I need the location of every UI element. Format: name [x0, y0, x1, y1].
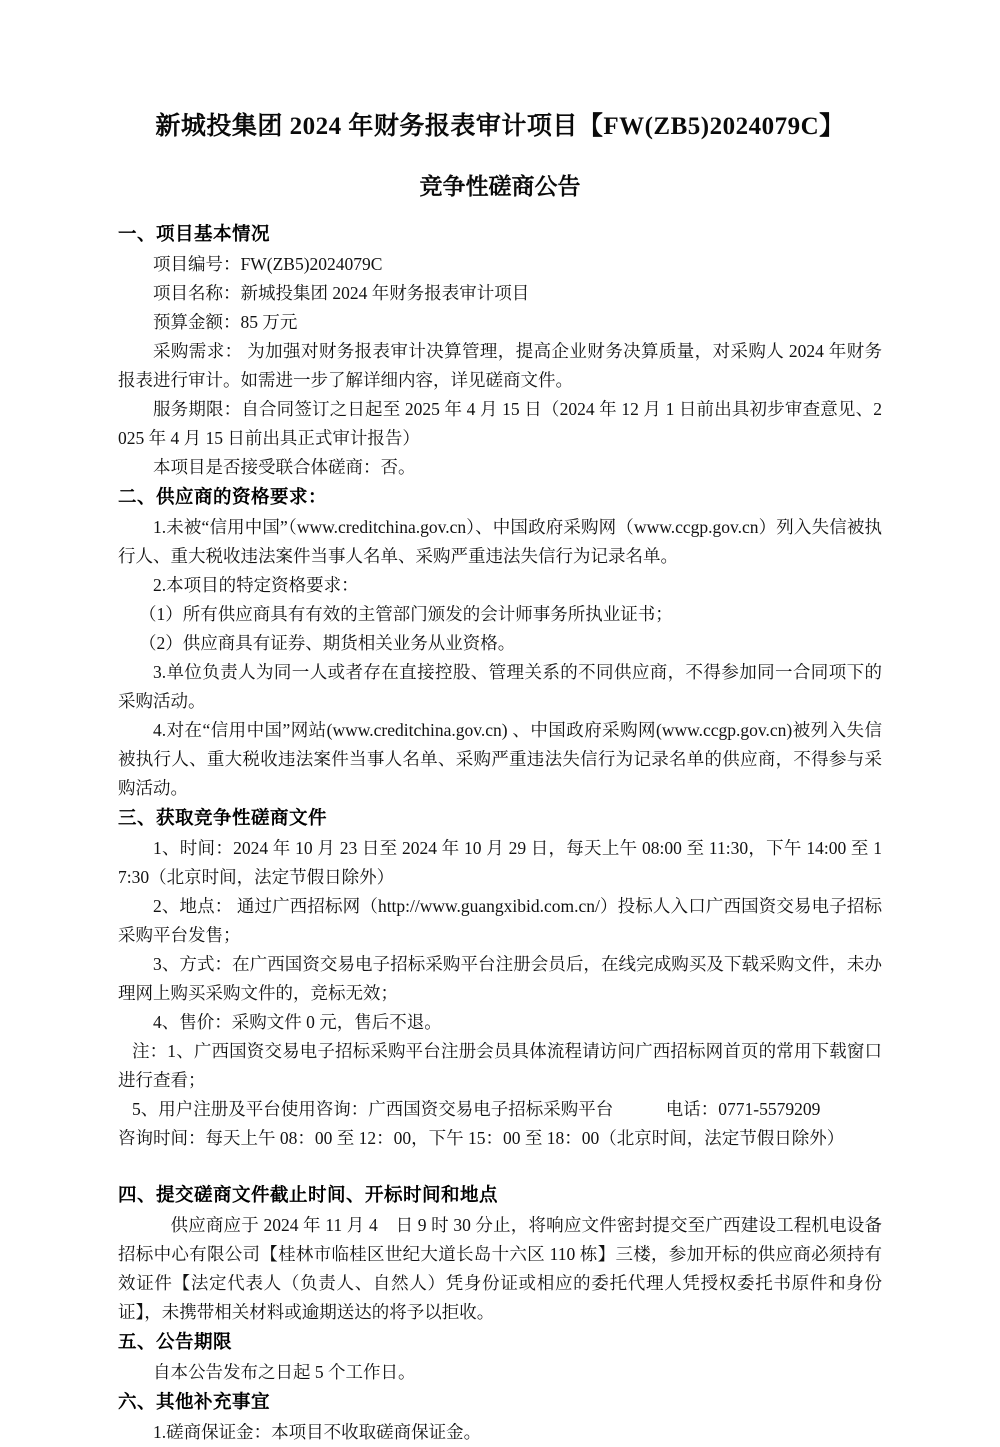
section-heading: 一、项目基本情况	[118, 224, 271, 245]
section-heading: 五、公告期限	[118, 1332, 233, 1353]
section-project-basic-info	[118, 219, 882, 482]
paragraph-location: 2、地点： 通过广西招标网（http://www.guangxibid.com.cn/）投标人入口广西国资交易电子招标采购平台发售；	[118, 896, 882, 945]
paragraph-announcement-period: 自本公告发布之日起 5 个工作日。	[153, 1362, 416, 1382]
paragraph-service-period: 服务期限：自合同签订之日起至 2025 年 4 月 15 日（2024 年 12 月 1 日前出具初步审查意见、2025 年 4 月 15 日前出具正式审计报告）	[118, 399, 882, 448]
section-announcement-period	[118, 1327, 882, 1387]
section-other-matters	[118, 1387, 882, 1447]
paragraph-budget: 预算金额：85 万元	[153, 312, 298, 332]
section-heading: 六、其他补充事宜	[118, 1392, 271, 1413]
paragraph-qualification-3: 3.单位负责人为同一人或者存在直接控股、管理关系的不同供应商，不得参加同一合同项下的采购活动。	[118, 662, 882, 711]
paragraph-qualification-2: 2.本项目的特定资格要求：	[153, 575, 359, 595]
paragraph-consult-time: 咨询时间：每天上午 08：00 至 12：00，下午 15：00 至 18：00（北京时间，法定节假日除外）	[118, 1128, 845, 1148]
paragraph-consortium: 本项目是否接受联合体磋商：否。	[153, 457, 416, 477]
paragraph-project-number: 项目编号：FW(ZB5)2024079C	[153, 254, 383, 274]
paragraph-procurement-demand: 采购需求： 为加强对财务报表审计决算管理，提高企业财务决算质量，对采购人 2024 年财务报表进行审计。如需进一步了解详细内容，详见磋商文件。	[118, 341, 882, 390]
document-subtitle: 竞争性磋商公告	[419, 174, 581, 199]
paragraph-registration-consult: 5、用户注册及平台使用咨询：广西国资交易电子招标采购平台 电话：0771-5579209	[132, 1099, 821, 1119]
paragraph-note: 注：1、广西国资交易电子招标采购平台注册会员具体流程请访问广西招标网首页的常用下载窗口进行查看；	[118, 1041, 882, 1090]
section-heading: 三、获取竞争性磋商文件	[118, 808, 328, 829]
paragraph-price: 4、售价：采购文件 0 元，售后不退。	[153, 1012, 442, 1032]
paragraph-qualification-4: 4.对在“信用中国”网站(www.creditchina.gov.cn) 、中国政府采购网(www.ccgp.gov.cn)被列入失信被执行人、重大税收违法案件当事人名单、采购严重违法失信行为记录名单的供应商，不得参与采购活动。	[118, 720, 882, 798]
paragraph-submission-details: 供应商应于 2024 年 11 月 4 日 9 时 30 分止，将响应文件密封提交至广西建设工程机电设备招标中心有限公司【桂林市临桂区世纪大道长岛十六区 110 栋】三楼，参加开标的供应商必须持有效证件【法定代表人（负责人、自然人）凭身份证或相应的委托代理人凭授权委托书原件和身份证】，未携带相关材料或逾期送达的将予以拒收。	[118, 1215, 882, 1322]
paragraph-qualification-2-2: （2）供应商具有证券、期货相关业务从业资格。	[139, 633, 516, 653]
paragraph-deposit: 1.磋商保证金：本项目不收取磋商保证金。	[153, 1422, 482, 1442]
document-title: 新城投集团 2024 年财务报表审计项目【FW(ZB5)2024079C】	[155, 113, 845, 140]
paragraph-project-name: 项目名称：新城投集团 2024 年财务报表审计项目	[153, 283, 530, 303]
section-heading: 四、提交磋商文件截止时间、开标时间和地点	[118, 1185, 499, 1206]
paragraph-time: 1、时间：2024 年 10 月 23 日至 2024 年 10 月 29 日，每天上午 08:00 至 11:30，下午 14:00 至 17:30（北京时间，法定节假日除外）	[118, 838, 882, 887]
section-heading: 二、供应商的资格要求：	[118, 487, 328, 508]
section-supplier-qualifications	[118, 482, 882, 803]
section-submission-deadline	[118, 1180, 882, 1327]
paragraph-qualification-1: 1.未被“信用中国”（www.creditchina.gov.cn）、中国政府采购网（www.ccgp.gov.cn）列入失信被执行人、重大税收违法案件当事人名单、采购严重违法失信行为记录名单。	[118, 517, 882, 566]
paragraph-method: 3、方式：在广西国资交易电子招标采购平台注册会员后，在线完成购买及下载采购文件，未办理网上购买采购文件的，竞标无效；	[118, 954, 882, 1003]
paragraph-qualification-2-1: （1）所有供应商具有有效的主管部门颁发的会计师事务所执业证书；	[139, 604, 673, 624]
section-obtain-documents	[118, 803, 882, 1153]
